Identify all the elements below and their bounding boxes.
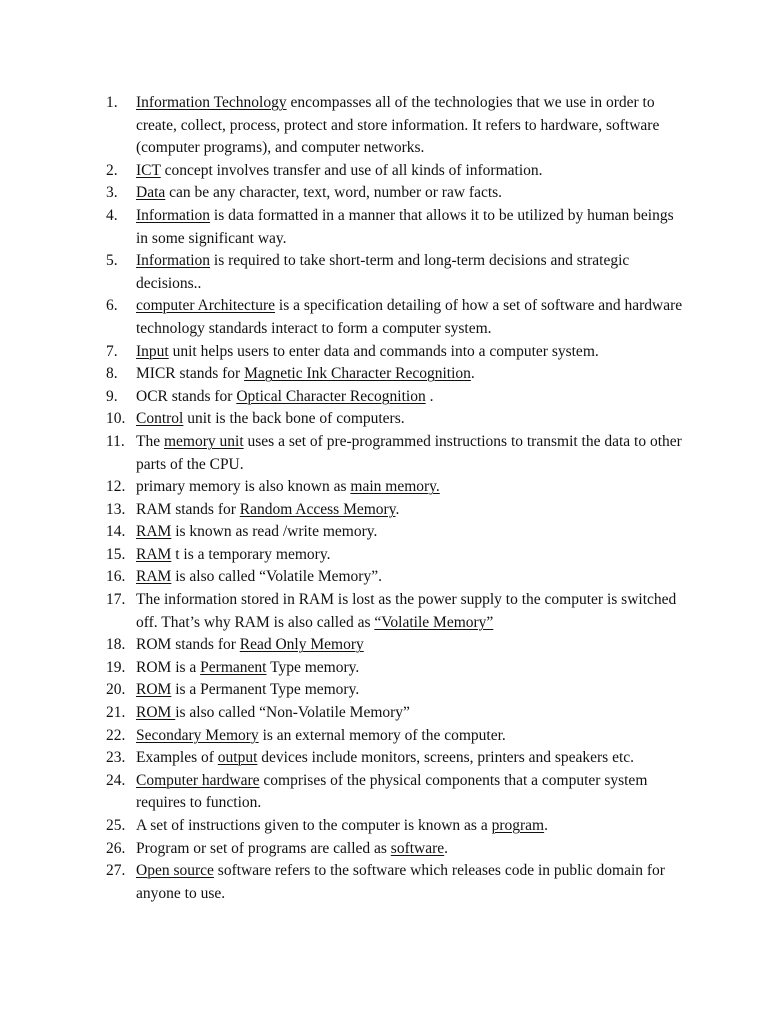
item-text: is known as read /write memory. [171,523,378,541]
item-text: . [544,817,548,834]
list-item-number: 20. [106,681,126,699]
list-item-number: 18. [106,636,126,654]
list-item [0,182,768,205]
list-item-number: 17. [106,591,126,609]
list-item [0,838,768,861]
item-text: encompasses all of the technologies that we use in order to create, collect, process, protect and store information. It refers to hardware, software (computer programs), and computer networks. [136,94,660,157]
underlined-term: Read Only Memory [239,636,364,654]
list-item [0,521,768,544]
underlined-term: Permanent [200,658,267,676]
underlined-term: Magnetic Ink Character Recognition [244,365,471,383]
item-text: is also called “Volatile Memory”. [171,568,382,586]
list-item-number: 7. [106,342,118,360]
underlined-term: RAM [136,545,172,563]
list-item [0,160,768,183]
underlined-term: ROM [136,681,172,699]
document-page [0,92,768,905]
list-item-number: 11. [106,432,125,450]
list-item [0,92,768,160]
item-text: The information stored in RAM is lost as the power supply to the computer is switched off. That’s why RAM is also called as [136,591,677,631]
underlined-term: Data [136,184,166,202]
list-item-number: 27. [106,862,126,880]
item-text: Program or set of programs are called as [136,839,391,857]
list-item [0,476,768,499]
list-item [0,770,768,815]
list-item-number: 26. [106,839,126,857]
list-item-number: 2. [106,161,118,179]
underlined-term: program [491,817,545,834]
item-text: is an external memory of the computer. [258,726,506,744]
item-text: is required to take short-term and long-term decisions and strategic decisions.. [136,252,630,292]
item-text: The [136,432,164,450]
list-item [0,679,768,702]
list-item [0,702,768,725]
item-text: Type memory. [266,658,360,676]
list-item [0,341,768,364]
list-item-number: 23. [106,749,126,767]
item-text: . [395,500,400,518]
list-item-number: 14. [106,523,126,541]
list-item [0,544,768,567]
item-text: RAM stands for [136,500,240,518]
item-text: is a Permanent Type memory. [171,681,360,699]
list-item-number: 3. [106,184,118,202]
item-text: uses a set of pre-programmed instructions to transmit the data to other parts of the CPU. [136,432,682,473]
item-text: unit is the back bone of computers. [183,410,405,428]
underlined-term: Optical Character Recognition [236,387,426,405]
item-text: devices include monitors, screens, printers and speakers etc. [257,749,635,767]
underlined-term: Input [136,342,169,360]
list-item-number: 21. [106,704,126,722]
list-item-number: 6. [106,297,118,315]
list-item-number: 22. [106,726,126,744]
list-item [0,205,768,250]
list-item-number: 15. [106,545,126,563]
list-item [0,499,768,522]
list-item [0,634,768,657]
list-item-number: 16. [106,568,126,586]
list-item-number: 25. [106,817,126,834]
underlined-term: output [217,749,258,767]
underlined-term: “Volatile Memory” [374,613,494,631]
underlined-term: ICT [136,161,161,179]
item-text: concept involves transfer and use of all kinds of information. [160,161,543,179]
item-text: comprises of the physical components that a computer system requires to function. [136,771,648,812]
underlined-term: Computer hardware [136,771,260,789]
item-text: software refers to the software which releases code in public domain for anyone to use. [136,862,665,902]
underlined-term: Random Access Memory [239,500,396,518]
item-text: t is a temporary memory. [171,545,331,563]
item-text: MICR stands for [136,365,245,383]
list-item [0,725,768,748]
list-item [0,747,768,770]
numbered-list [0,92,768,905]
item-text: OCR stands for [136,387,237,405]
underlined-term: Secondary Memory [136,726,259,744]
list-item [0,250,768,295]
list-item-number: 1. [106,94,118,111]
item-text: can be any character, text, word, number or raw facts. [165,184,503,202]
list-item-number: 24. [106,771,126,789]
underlined-term: RAM [136,523,172,541]
underlined-term: Information [136,252,211,270]
item-text: . [444,839,449,857]
list-item [0,589,768,634]
list-item-number: 10. [106,410,126,428]
underlined-term: computer Architecture [136,297,276,315]
list-item [0,386,768,409]
list-item-number: 9. [106,387,118,405]
list-item-number: 4. [106,206,118,224]
list-item [0,657,768,680]
underlined-term: main memory. [350,478,440,496]
list-item [0,295,768,340]
item-text: . [425,387,434,405]
list-item [0,431,768,476]
underlined-term: Open source [136,862,214,880]
list-item [0,815,768,838]
item-text: unit helps users to enter data and commands into a computer system. [168,342,599,360]
item-text: is also called “Non-Volatile Memory” [175,704,410,722]
list-item-number: 5. [106,252,118,270]
item-text: . [470,365,475,383]
list-item-number: 13. [106,500,126,518]
underlined-term: Information Technology [136,94,287,111]
item-text: primary memory is also known as [136,478,351,496]
item-text: Examples of [136,749,218,767]
item-text: A set of instructions given to the computer is known as a [136,817,492,834]
list-item-number: 12. [106,478,126,496]
underlined-term: ROM [136,704,176,722]
list-item [0,363,768,386]
underlined-term: Control [136,410,184,428]
list-item-number: 8. [106,365,118,383]
item-text: ROM stands for [136,636,240,654]
underlined-term: Information [136,206,211,224]
item-text: is data formatted in a manner that allows it to be utilized by human beings in some significant way. [136,206,674,247]
underlined-term: RAM [136,568,172,586]
list-item [0,408,768,431]
underlined-term: memory unit [163,432,244,450]
list-item [0,566,768,589]
item-text: is a specification detailing of how a set of software and hardware technology standards interact to form a computer system. [136,297,683,337]
underlined-term: software [390,839,445,857]
list-item [0,860,768,905]
list-item-number: 19. [106,658,126,676]
item-text: ROM is a [136,658,201,676]
